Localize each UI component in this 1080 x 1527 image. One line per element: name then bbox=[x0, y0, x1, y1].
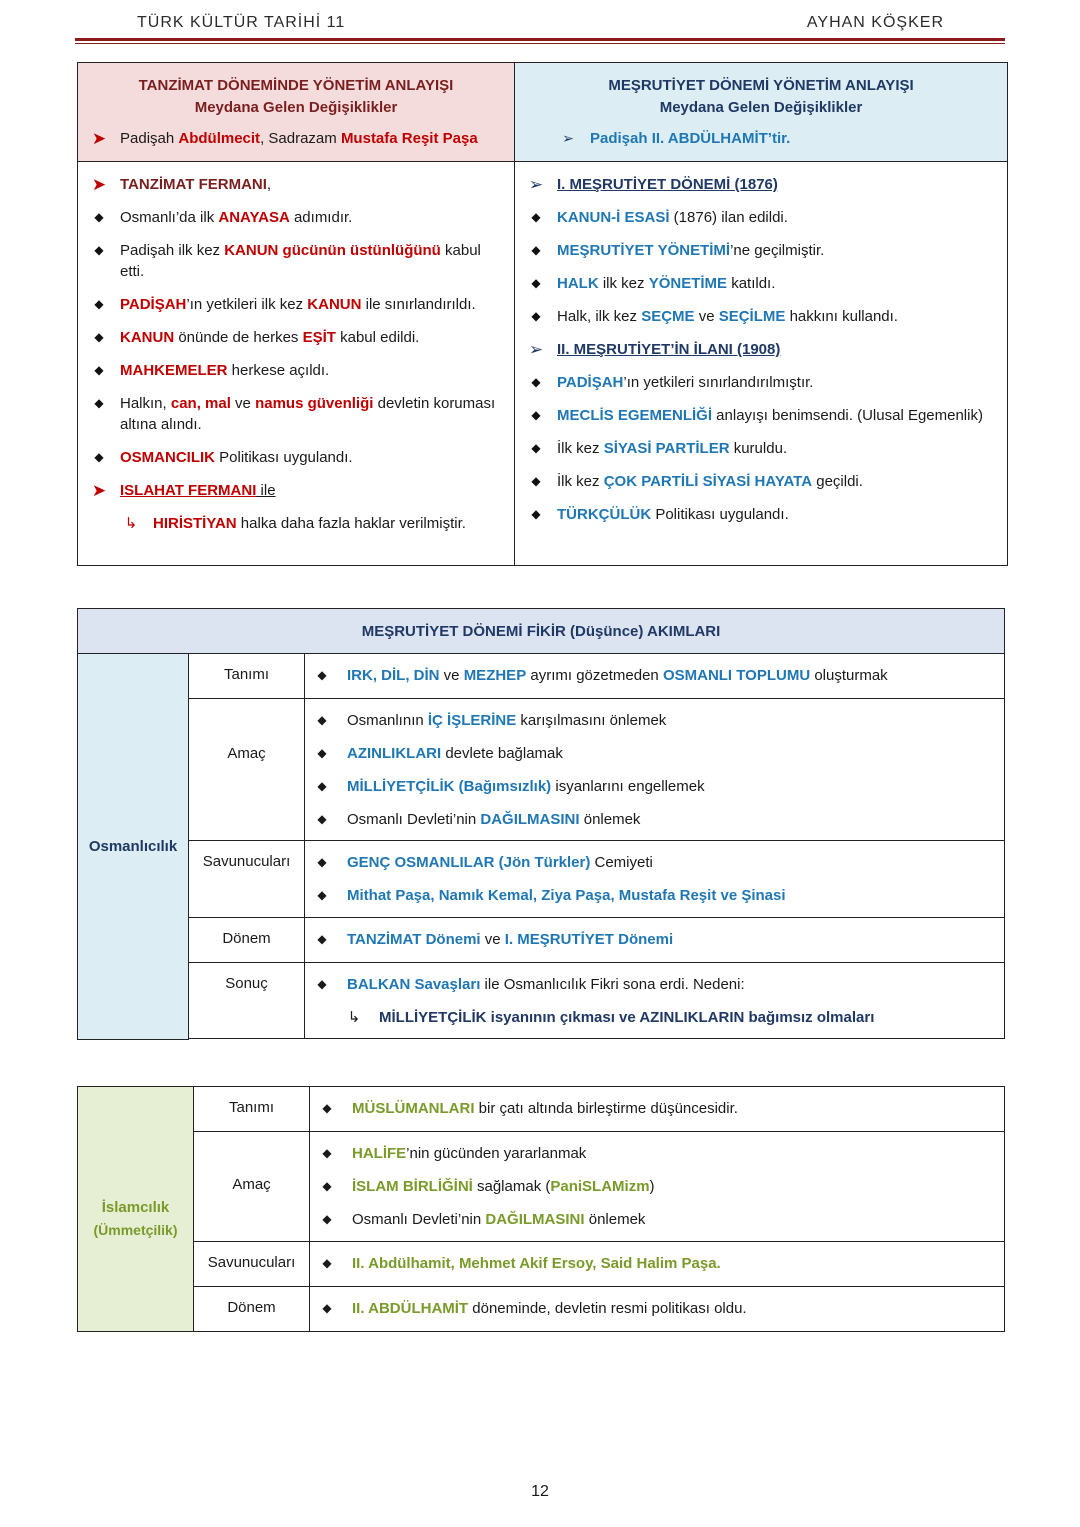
diamond-bullet-icon: ◆ bbox=[94, 297, 104, 311]
list-item: ◆ HALK ilk kez YÖNETİME katıldı. bbox=[515, 273, 997, 294]
label-savunucular: Savunucuları bbox=[189, 841, 305, 918]
islamcilik-amac-cell bbox=[310, 1132, 1005, 1242]
list-item: ◆ PADİŞAH’ın yetkileri ilk kez KANUN ile sınırlandırıldı. bbox=[78, 294, 504, 315]
diamond-bullet-icon: ◆ bbox=[94, 363, 104, 377]
diamond-bullet-icon: ◆ bbox=[531, 276, 541, 290]
label-tanim: Tanımı bbox=[189, 654, 305, 699]
list-item: ◆ Mithat Paşa, Namık Kemal, Ziya Paşa, Mustafa Reşit ve Şinasi bbox=[305, 879, 1004, 912]
diamond-bullet-icon: ◆ bbox=[317, 855, 327, 869]
mesrutiyet-padisah-line: ➢ Padişah II. ABDÜLHAMİT’tir. bbox=[515, 128, 1007, 149]
list-item: ◆ Halkın, can, mal ve namus güvenliği devletin koruması altına alındı. bbox=[78, 393, 504, 435]
diamond-bullet-icon: ◆ bbox=[317, 932, 327, 946]
diamond-bullet-icon: ◆ bbox=[94, 396, 104, 410]
islamcilik-name: İslamcılık bbox=[101, 1199, 170, 1216]
list-item: ➢ I. MEŞRUTİYET DÖNEMİ (1876) bbox=[515, 174, 997, 195]
list-item: ◆ Halk, ilk kez SEÇME ve SEÇİLME hakkını kullandı. bbox=[515, 306, 997, 327]
diamond-bullet-icon: ◆ bbox=[531, 210, 541, 224]
osmanlicilik-name-cell bbox=[78, 654, 189, 1040]
list-item: ◆ MEŞRUTİYET YÖNETİMİ’ne geçilmiştir. bbox=[515, 240, 997, 261]
fikir-akimlari-title-cell bbox=[78, 609, 1005, 654]
yonetim-table bbox=[77, 62, 1008, 566]
islamcilik-name-cell bbox=[78, 1087, 194, 1332]
list-item: ◆ Padişah ilk kez KANUN gücünün üstünlüğünü kabul etti. bbox=[78, 240, 504, 282]
diamond-bullet-icon: ◆ bbox=[322, 1101, 332, 1115]
list-item: ◆ MECLİS EGEMENLİĞİ anlayışı benimsendi. (Ulusal Egemenlik) bbox=[515, 405, 997, 426]
label-donem: Dönem bbox=[194, 1287, 310, 1332]
list-item: ◆ AZINLIKLARI devlete bağlamak bbox=[305, 737, 1004, 770]
list-item: ◆ MİLLİYETÇİLİK (Bağımsızlık) isyanlarını engellemek bbox=[305, 770, 1004, 803]
list-item: ◆ İlk kez ÇOK PARTİLİ SİYASİ HAYATA geçildi. bbox=[515, 471, 997, 492]
list-item: ◆ TÜRKÇÜLÜK Politikası uygulandı. bbox=[515, 504, 997, 525]
mesrutiyet-list-cell bbox=[515, 162, 1008, 566]
label-donem: Dönem bbox=[189, 918, 305, 963]
list-item: ◆ II. Abdülhamit, Mehmet Akif Ersoy, Said Halim Paşa. bbox=[310, 1242, 1004, 1286]
list-item: ↳ HIRİSTİYAN halka daha fazla haklar verilmiştir. bbox=[78, 513, 504, 534]
diamond-bullet-icon: ◆ bbox=[322, 1212, 332, 1226]
bent-arrow-icon: ↳ bbox=[124, 515, 138, 532]
diamond-bullet-icon: ◆ bbox=[94, 210, 104, 224]
list-item: ➤ TANZİMAT FERMANI, bbox=[78, 174, 504, 195]
list-item: ◆ MÜSLÜMANLARI bir çatı altında birleştirme düşüncesidir. bbox=[310, 1087, 1004, 1131]
mesrutiyet-header-cell bbox=[515, 63, 1008, 162]
arrow-icon: ➢ bbox=[528, 340, 544, 359]
list-item: ➤ ISLAHAT FERMANI ile bbox=[78, 480, 504, 501]
diamond-bullet-icon: ◆ bbox=[94, 243, 104, 257]
osmanlicilik-donem-cell bbox=[305, 918, 1005, 963]
diamond-bullet-icon: ◆ bbox=[317, 668, 327, 682]
tanzimat-list-cell bbox=[78, 162, 515, 566]
islamcilik-donem-cell bbox=[310, 1287, 1005, 1332]
tanzimat-padisah-line: ➤ Padişah Abdülmecit, Sadrazam Mustafa Reşit Paşa bbox=[78, 128, 514, 149]
diamond-bullet-icon: ◆ bbox=[317, 746, 327, 760]
label-amac: Amaç bbox=[189, 699, 305, 841]
arrow-icon: ➢ bbox=[562, 130, 574, 146]
diamond-bullet-icon: ◆ bbox=[531, 243, 541, 257]
list-item: ◆ GENÇ OSMANLILAR (Jön Türkler) Cemiyeti bbox=[305, 846, 1004, 879]
diamond-bullet-icon: ◆ bbox=[322, 1256, 332, 1270]
tanzimat-header-cell bbox=[78, 63, 515, 162]
bent-arrow-icon: ↳ bbox=[347, 1009, 361, 1026]
diamond-bullet-icon: ◆ bbox=[317, 812, 327, 826]
diamond-bullet-icon: ◆ bbox=[322, 1179, 332, 1193]
list-item: ◆ BALKAN Savaşları ile Osmanlıcılık Fikri sona erdi. Nedeni: bbox=[305, 968, 1004, 1001]
diamond-bullet-icon: ◆ bbox=[94, 450, 104, 464]
arrow-icon: ➤ bbox=[91, 175, 107, 194]
list-item: ◆ KANUN-İ ESASİ (1876) ilan edildi. bbox=[515, 207, 997, 228]
list-item: ◆ Osmanlı’da ilk ANAYASA adımıdır. bbox=[78, 207, 504, 228]
islamcilik-tanim-cell bbox=[310, 1087, 1005, 1132]
diamond-bullet-icon: ◆ bbox=[317, 779, 327, 793]
islamcilik-savunucular-cell bbox=[310, 1242, 1005, 1287]
header-author: AYHAN KÖŞKER bbox=[806, 14, 944, 31]
label-amac: Amaç bbox=[194, 1132, 310, 1242]
list-item: ◆ IRK, DİL, DİN ve MEZHEP ayrımı gözetmeden OSMANLI TOPLUMU oluşturmak bbox=[305, 654, 1004, 698]
arrow-icon: ➢ bbox=[528, 175, 544, 194]
tanzimat-title: TANZİMAT DÖNEMİNDE YÖNETİM ANLAYIŞI bbox=[138, 77, 454, 94]
list-item: ◆ Osmanlının İÇ İŞLERİNE karışılmasını önlemek bbox=[305, 704, 1004, 737]
diamond-bullet-icon: ◆ bbox=[94, 330, 104, 344]
osmanlicilik-savunucular-cell bbox=[305, 841, 1005, 918]
osmanlicilik-name: Osmanlıcılık bbox=[88, 837, 178, 855]
diamond-bullet-icon: ◆ bbox=[531, 309, 541, 323]
mesrutiyet-subtitle: Meydana Gelen Değişiklikler bbox=[659, 99, 863, 116]
list-item: ◆ MAHKEMELER herkese açıldı. bbox=[78, 360, 504, 381]
list-item: ➢ II. MEŞRUTİYET’İN İLANI (1908) bbox=[515, 339, 997, 360]
mesrutiyet-title: MEŞRUTİYET DÖNEMİ YÖNETİM ANLAYIŞI bbox=[608, 77, 914, 94]
tanzimat-subtitle: Meydana Gelen Değişiklikler bbox=[194, 99, 398, 116]
diamond-bullet-icon: ◆ bbox=[531, 507, 541, 521]
diamond-bullet-icon: ◆ bbox=[322, 1146, 332, 1160]
osmanlicilik-amac-cell bbox=[305, 699, 1005, 841]
arrow-icon: ➤ bbox=[91, 481, 107, 500]
header-course-title: TÜRK KÜLTÜR TARİHİ 11 bbox=[137, 14, 346, 31]
list-item: ◆ HALİFE’nin gücünden yararlanmak bbox=[310, 1137, 1004, 1170]
diamond-bullet-icon: ◆ bbox=[531, 408, 541, 422]
list-item: ◆ İSLAM BİRLİĞİNİ sağlamak (PaniSLAMizm) bbox=[310, 1170, 1004, 1203]
list-item: ◆ KANUN önünde de herkes EŞİT kabul edildi. bbox=[78, 327, 504, 348]
diamond-bullet-icon: ◆ bbox=[322, 1301, 332, 1315]
label-savunucular: Savunucuları bbox=[194, 1242, 310, 1287]
diamond-bullet-icon: ◆ bbox=[317, 713, 327, 727]
list-item: ◆ İlk kez SİYASİ PARTİLER kuruldu. bbox=[515, 438, 997, 459]
diamond-bullet-icon: ◆ bbox=[531, 474, 541, 488]
osmanlicilik-tanim-cell bbox=[305, 654, 1005, 699]
list-item: ↳ MİLLİYETÇİLİK isyanının çıkması ve AZINLIKLARIN bağımsız olmaları bbox=[305, 1001, 1004, 1034]
diamond-bullet-icon: ◆ bbox=[531, 375, 541, 389]
list-item: ◆ PADİŞAH’ın yetkileri sınırlandırılmıştır. bbox=[515, 372, 997, 393]
fikir-akimlari-title: MEŞRUTİYET DÖNEMİ FİKİR (Düşünce) AKIMLARI bbox=[361, 622, 721, 640]
list-item: ◆ Osmanlı Devleti’nin DAĞILMASINI önlemek bbox=[305, 803, 1004, 836]
arrow-icon: ➤ bbox=[91, 129, 107, 148]
osmanlicilik-table bbox=[77, 608, 1005, 1040]
diamond-bullet-icon: ◆ bbox=[317, 977, 327, 991]
islamcilik-table bbox=[77, 1086, 1005, 1332]
list-item: ◆ Osmanlı Devleti’nin DAĞILMASINI önlemek bbox=[310, 1203, 1004, 1236]
diamond-bullet-icon: ◆ bbox=[531, 441, 541, 455]
label-sonuc: Sonuç bbox=[189, 963, 305, 1039]
diamond-bullet-icon: ◆ bbox=[317, 888, 327, 902]
islamcilik-name-sub: (Ümmetçilik) bbox=[93, 1222, 178, 1238]
list-item: ◆ TANZİMAT Dönemi ve I. MEŞRUTİYET Dönemi bbox=[305, 918, 1004, 962]
page-number: 12 bbox=[531, 1483, 549, 1500]
list-item: ◆ II. ABDÜLHAMİT döneminde, devletin resmi politikası oldu. bbox=[310, 1287, 1004, 1331]
label-tanim: Tanımı bbox=[194, 1087, 310, 1132]
header-rule-thin bbox=[75, 43, 1005, 44]
osmanlicilik-sonuc-cell bbox=[305, 963, 1005, 1039]
header-rule bbox=[75, 38, 1005, 41]
list-item: ◆ OSMANCILIK Politikası uygulandı. bbox=[78, 447, 504, 468]
